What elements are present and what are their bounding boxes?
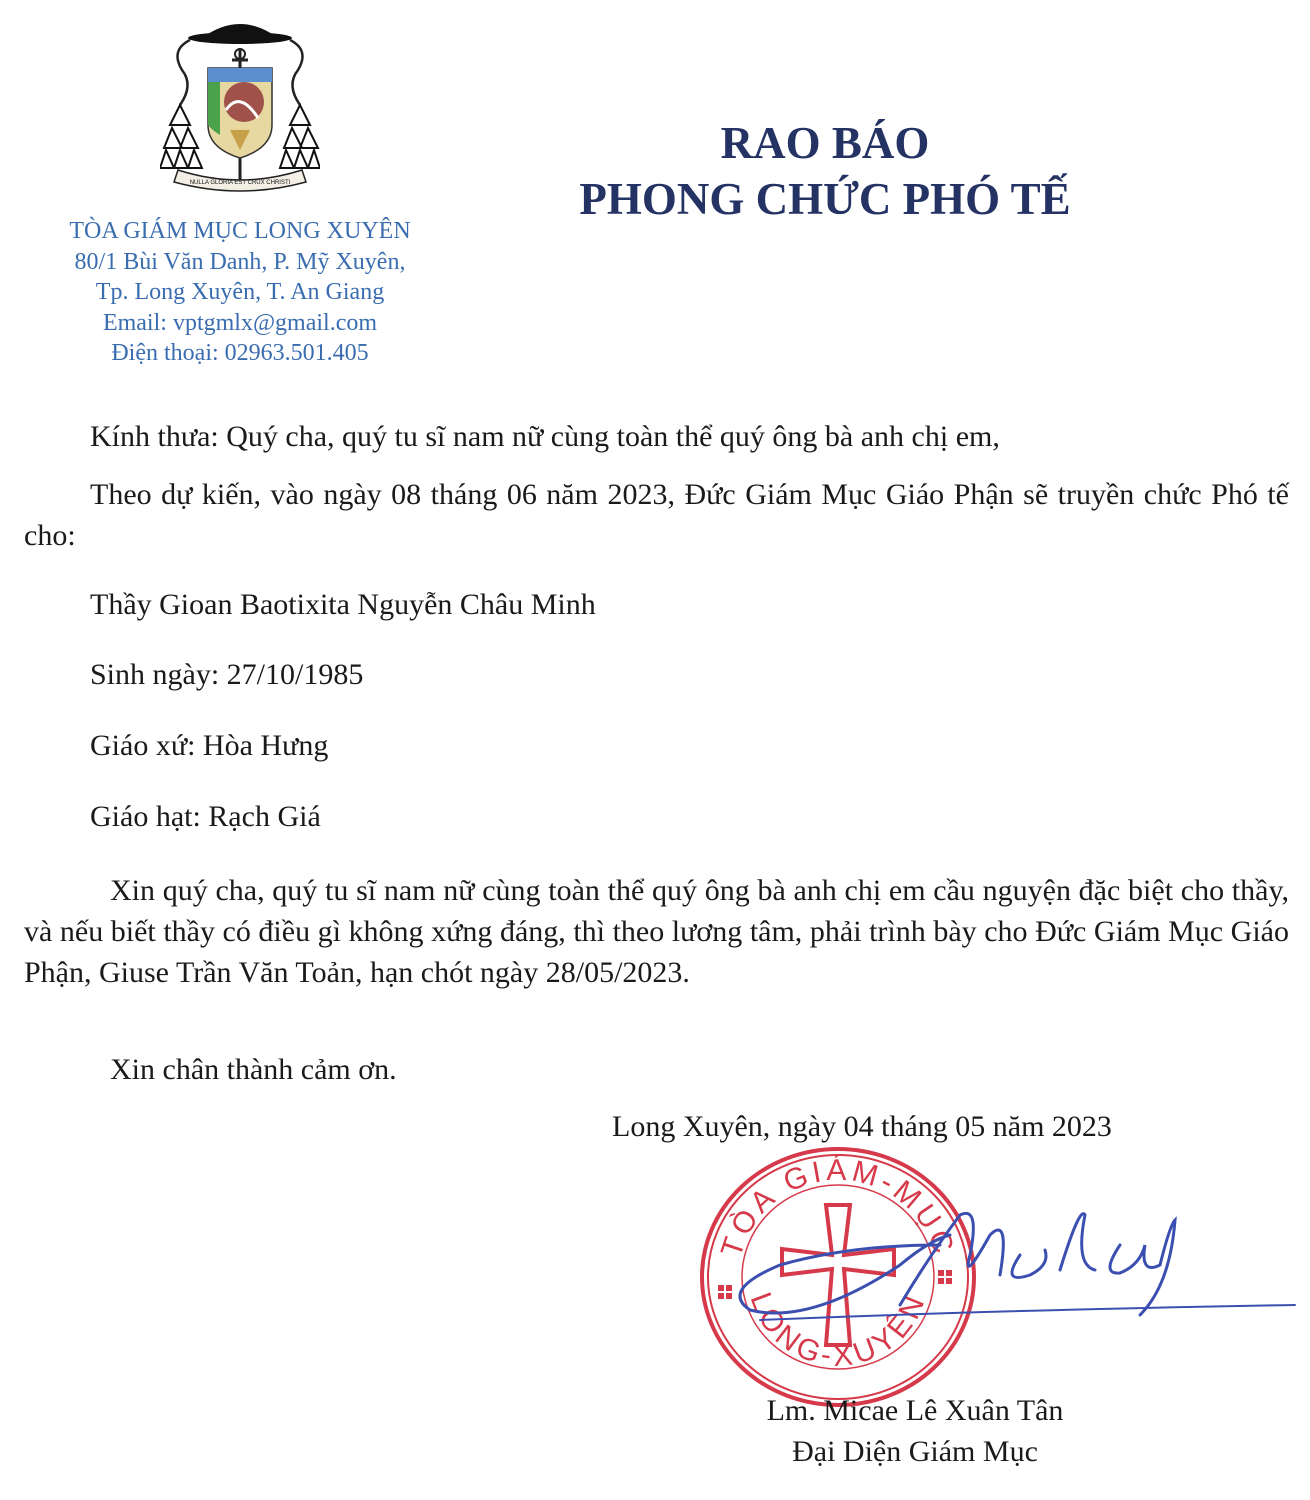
motto-text: NULLA GLORIA EST CRUX CHRISTI: [189, 180, 291, 186]
intro-paragraph: Theo dự kiến, vào ngày 08 tháng 06 năm 2023, Đức Giám Mục Giáo Phận sẽ truyền chức Phó tế cho:: [24, 478, 1289, 552]
sender-address-line1: 80/1 Bùi Văn Danh, P. Mỹ Xuyên,: [74, 248, 406, 275]
candidate-name: Thầy Gioan Baotixita Nguyễn Châu Minh: [90, 588, 596, 621]
thanks-text: Xin chân thành cảm ơn.: [110, 1053, 397, 1086]
birth-date: Sinh ngày: 27/10/1985: [90, 658, 364, 691]
signature: [700, 1195, 1300, 1365]
sender-email: Email: vptgmlx@gmail.com: [102, 309, 378, 336]
sender-org: TÒA GIÁM MỤC LONG XUYÊN: [69, 218, 411, 244]
signer-title: Đại Diện Giám Mục: [792, 1435, 1038, 1468]
title-line2: PHONG CHỨC PHÓ TẾ: [579, 174, 1071, 224]
document-title: [545, 115, 1105, 227]
parish-text: Giáo xứ: Hòa Hưng: [90, 729, 329, 762]
greeting-text: Kính thưa: Quý cha, quý tu sĩ nam nữ cùng toàn thể quý ông bà anh chị em,: [90, 420, 1000, 453]
title-line1: RAO BÁO: [720, 118, 930, 168]
request-paragraph: Xin quý cha, quý tu sĩ nam nữ cùng toàn thể quý ông bà anh chị em cầu nguyện đặc biệt cho thầy, và nếu biết thầy có điều gì không xứng đáng, thì theo lương tâm, phải trình bày cho Đức Giám Mục Giáo Phận, Giuse Trần Văn Toản, hạn chót ngày 28/05/2023.: [24, 874, 1289, 989]
sender-address-line2: Tp. Long Xuyên, T. An Giang: [95, 279, 385, 305]
stamp-text-top: TÒA GIÁM-MỤC: [714, 1153, 962, 1262]
sender-block: [40, 216, 440, 369]
signer-name: Lm. Micae Lê Xuân Tân: [766, 1394, 1064, 1427]
deanery-text: Giáo hạt: Rạch Giá: [90, 800, 321, 833]
sender-phone: Điện thoại: 02963.501.405: [111, 340, 369, 366]
stamp-text-bottom: LONG-XUYÊN: [743, 1287, 933, 1374]
signer-block: [700, 1390, 1130, 1472]
place-date: Long Xuyên, ngày 04 tháng 05 năm 2023: [612, 1110, 1112, 1143]
coat-of-arms: [160, 10, 320, 195]
